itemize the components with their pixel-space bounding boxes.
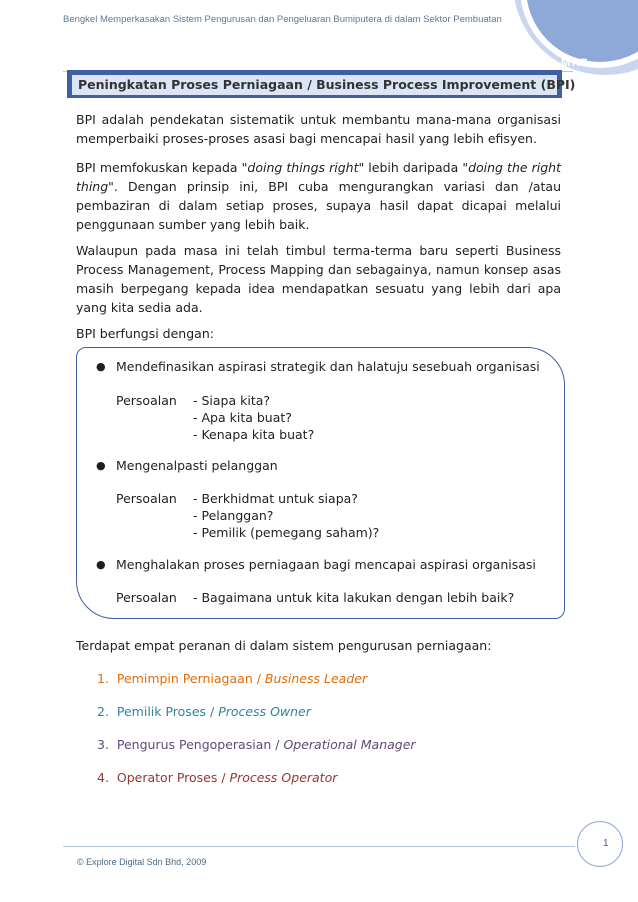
question-label: Persoalan	[116, 491, 177, 506]
paragraph-focus	[76, 158, 561, 234]
question-label: Persoalan	[116, 590, 177, 605]
question-item: - Berkhidmat untuk siapa?	[193, 491, 358, 506]
paragraph-concepts: Walaupun pada masa ini telah timbul terma-terma baru seperti Business Process Management, Process Mapping dan sebagainya, namun konsep asas masih berpegang kepada idea mendapatkan sesuatu yang lebih dari apa yang kita sedia ada.	[76, 243, 561, 315]
role-item	[97, 669, 367, 688]
footer-rule	[63, 846, 575, 847]
bullet-icon: ●	[96, 459, 106, 472]
paragraph-intro: BPI adalah pendekatan sistematik untuk membantu mana-mana organisasi memperbaiki proses-proses asasi bagi mencapai hasil yang lebih efisyen.	[76, 112, 561, 146]
question-item: - Pemilik (pemegang saham)?	[193, 525, 380, 540]
role-item	[97, 702, 311, 721]
roles-intro: Terdapat empat peranan di dalam sistem pengurusan perniagaan:	[76, 638, 492, 653]
role-malay: Pemimpin Perniagaan /	[116, 671, 265, 686]
role-number: 4.	[97, 770, 109, 785]
bullet-icon: ●	[96, 360, 106, 373]
page-number: 1	[603, 838, 609, 849]
role-english: Business Leader	[264, 671, 368, 686]
paragraph-focus-text-1: BPI memfokuskan kepada "	[76, 160, 248, 175]
role-number: 3.	[97, 737, 109, 752]
role-malay: Operator Proses /	[116, 770, 230, 785]
paragraph-focus-emphasis-1: doing things right	[247, 160, 359, 175]
role-item	[97, 768, 337, 787]
paragraph-focus-emphasis-2: doing the right thing	[76, 160, 562, 194]
function-title: Mengenalpasti pelanggan	[116, 458, 278, 473]
section-title: Peningkatan Proses Perniagaan / Business Process Improvement (BPI)	[71, 74, 558, 96]
question-item: - Siapa kita?	[193, 393, 271, 408]
question-item: - Apa kita buat?	[193, 410, 292, 425]
paragraph-focus-text-3: ". Dengan prinsip ini, BPI cuba mengurangkan variasi dan /atau pembaziran di dalam setiap proses, supaya hasil dapat dicapai melalui penggunaan sumber yang lebih baik.	[76, 179, 561, 232]
role-english: Operational Manager	[283, 737, 416, 752]
running-header: Bengkel Memperkasakan Sistem Pengurusan dan Pengeluaran Bumiputera di dalam Sektor Pembuatan	[63, 14, 502, 25]
paragraph-functions-intro: BPI berfungsi dengan:	[76, 326, 214, 341]
bullet-icon: ●	[96, 558, 106, 571]
function-title: Menghalakan proses perniagaan bagi mencapai aspirasi organisasi	[116, 557, 536, 572]
org-tag: MTIB	[561, 57, 588, 69]
page-number-badge	[577, 821, 623, 867]
function-title: Mendefinasikan aspirasi strategik dan halatuju sesebuah organisasi	[116, 359, 540, 374]
role-english: Process Owner	[218, 704, 311, 719]
question-label: Persoalan	[116, 393, 177, 408]
role-item	[97, 735, 416, 754]
role-english: Process Operator	[229, 770, 338, 785]
question-item: - Pelanggan?	[193, 508, 274, 523]
question-item: - Bagaimana untuk kita lakukan dengan lebih baik?	[193, 590, 515, 605]
paragraph-focus-text-2: " lebih daripada "	[358, 160, 469, 175]
question-item: - Kenapa kita buat?	[193, 427, 315, 442]
role-number: 2.	[97, 704, 109, 719]
role-malay: Pemilik Proses /	[116, 704, 219, 719]
copyright-notice: © Explore Digital Sdn Bhd, 2009	[77, 857, 207, 867]
bpi-functions-box	[76, 347, 565, 619]
role-number: 1.	[97, 671, 109, 686]
role-malay: Pengurus Pengoperasian /	[116, 737, 284, 752]
